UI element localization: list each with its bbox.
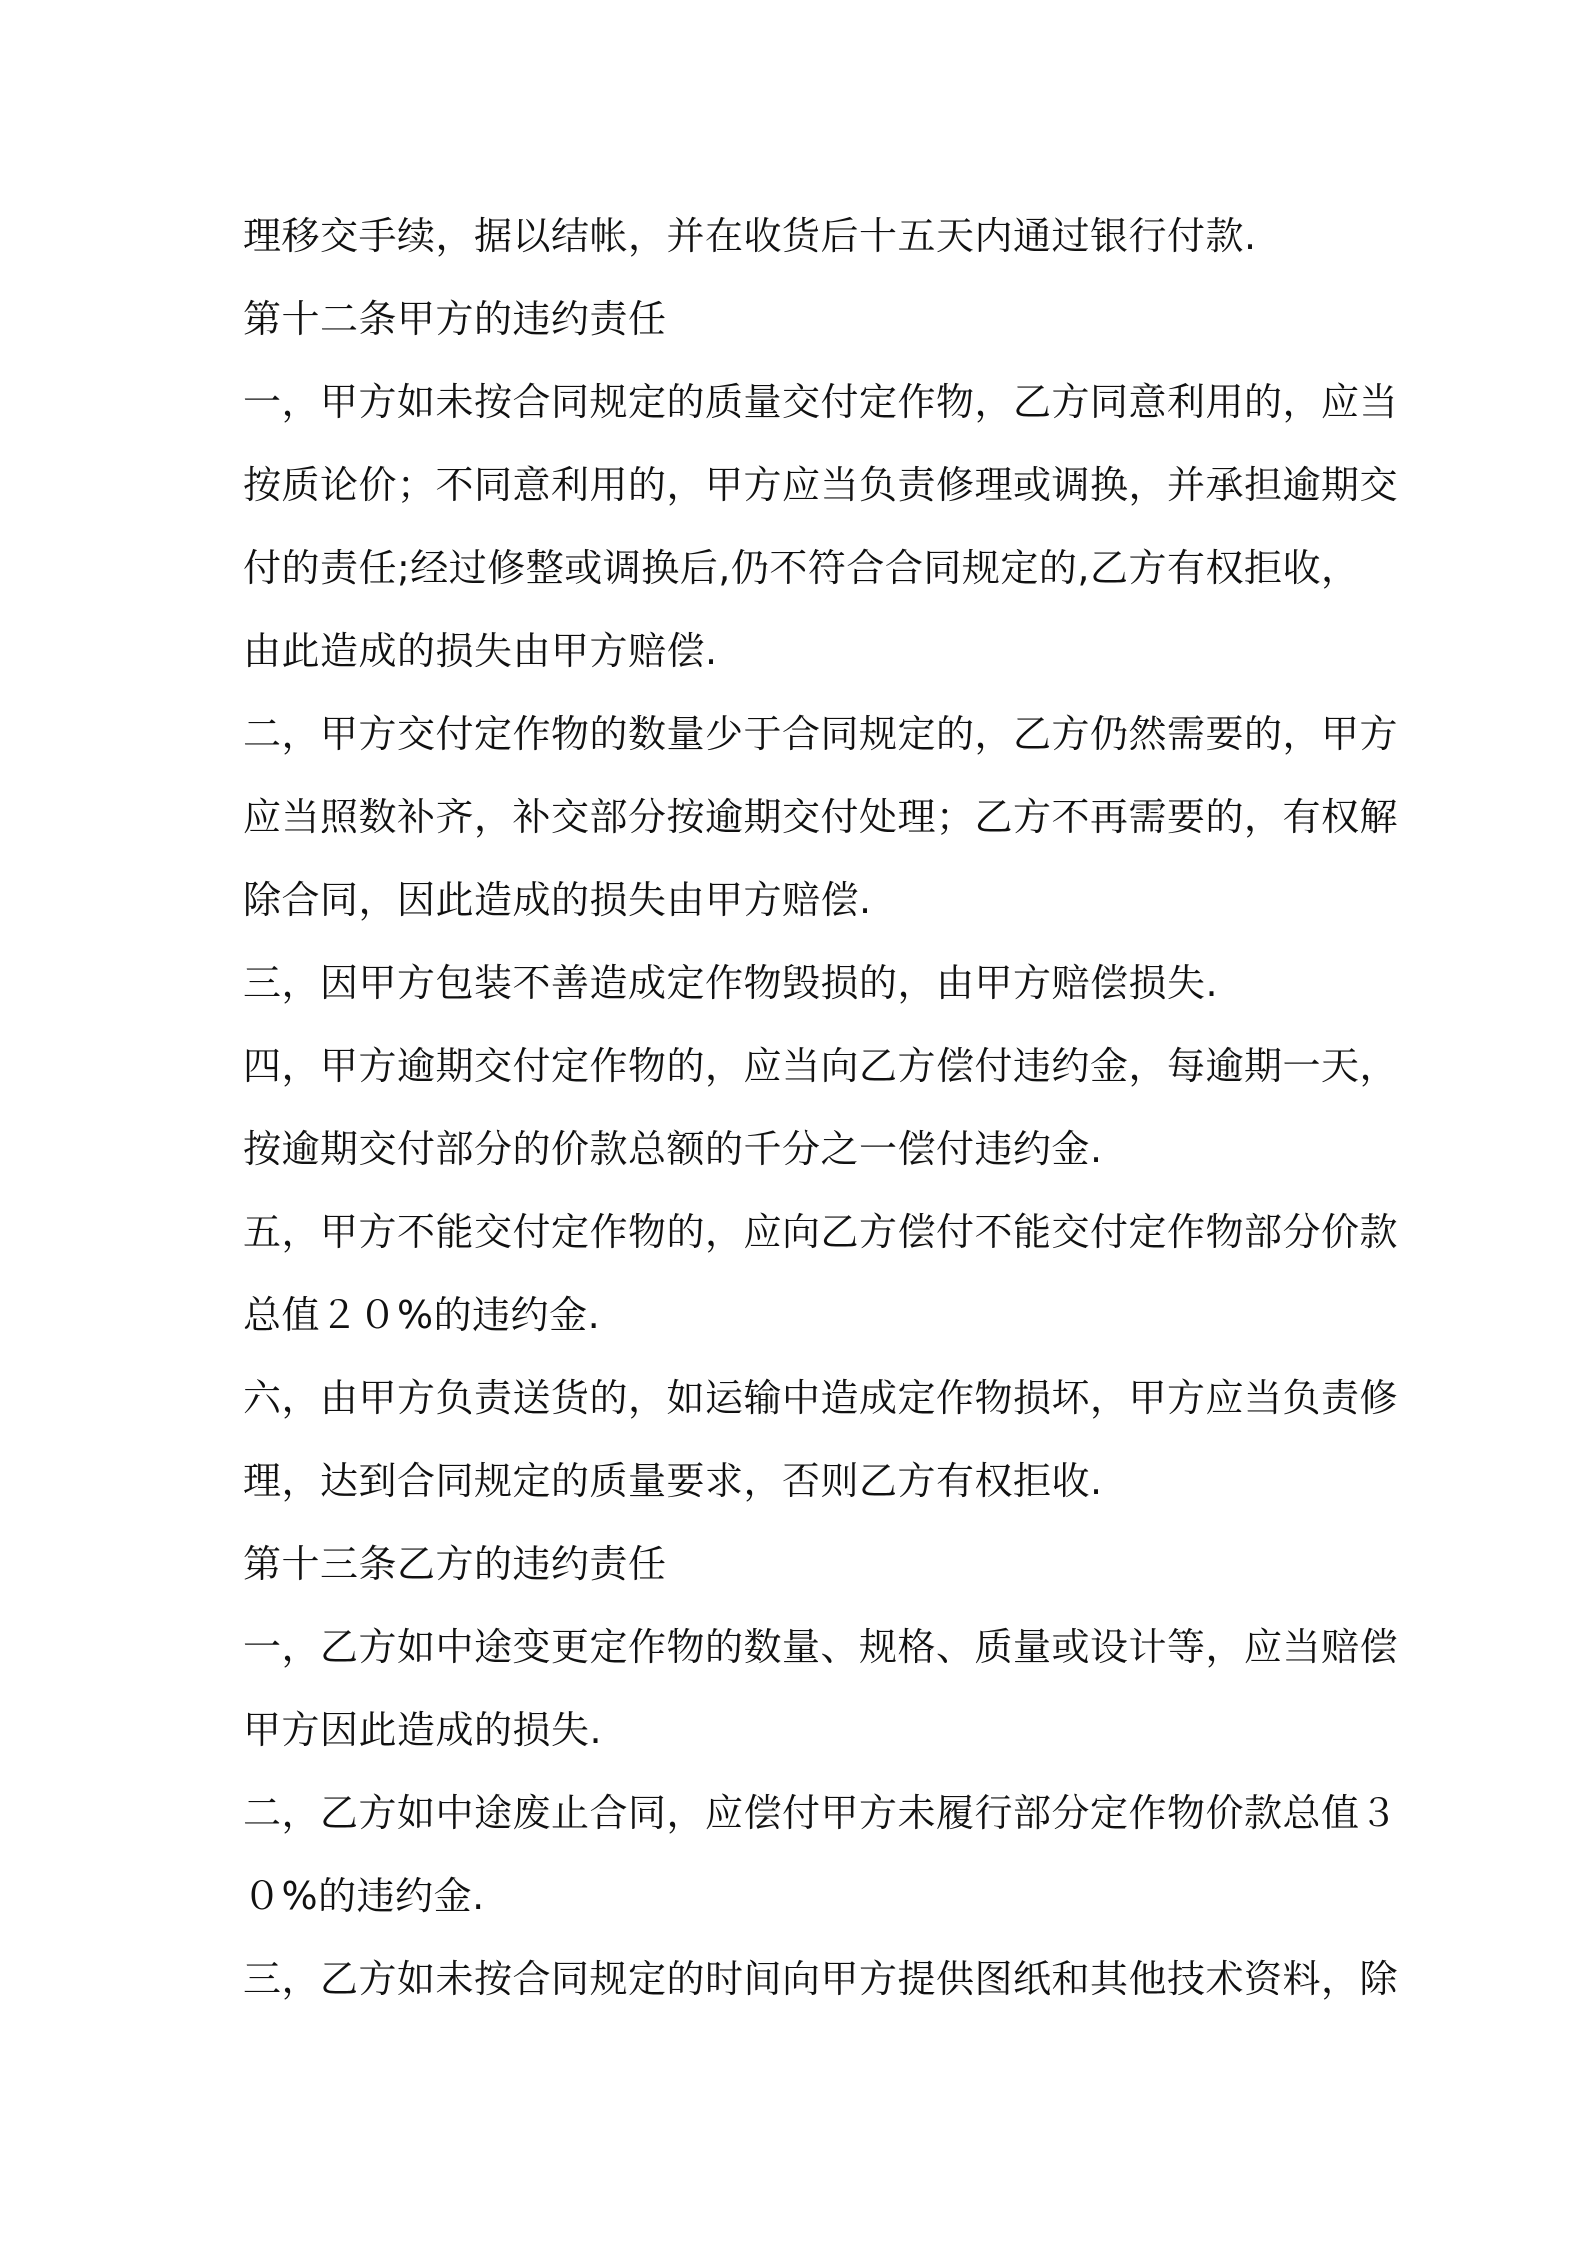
document-line: ０%的违约金. (243, 1874, 485, 1918)
document-line: 一，乙方如中途变更定作物的数量、规格、质量或设计等，应当赔偿 (243, 1625, 1399, 1669)
document-line: 理，达到合同规定的质量要求，否则乙方有权拒收. (243, 1459, 1103, 1503)
document-line: 总值２０%的违约金. (243, 1293, 601, 1337)
document-line: 五，甲方不能交付定作物的，应向乙方偿付不能交付定作物部分价款 (243, 1210, 1399, 1254)
document-line: 第十三条乙方的违约责任 (243, 1542, 667, 1586)
document-line: 一，甲方如未按合同规定的质量交付定作物，乙方同意利用的，应当 (243, 380, 1399, 424)
document-line: 第十二条甲方的违约责任 (243, 297, 667, 341)
document-line: 二，乙方如中途废止合同，应偿付甲方未履行部分定作物价款总值３ (243, 1791, 1399, 1835)
document-line: 六，由甲方负责送货的，如运输中造成定作物损坏，甲方应当负责修 (243, 1376, 1399, 1420)
document-line: 除合同，因此造成的损失由甲方赔偿. (243, 878, 872, 922)
document-line: 甲方因此造成的损失. (243, 1708, 603, 1752)
document-line: 按质论价；不同意利用的，甲方应当负责修理或调换，并承担逾期交 (243, 463, 1399, 507)
document-line: 二，甲方交付定作物的数量少于合同规定的，乙方仍然需要的，甲方 (243, 712, 1399, 756)
document-line: 应当照数补齐，补交部分按逾期交付处理；乙方不再需要的，有权解 (243, 795, 1399, 839)
document-line: 理移交手续，据以结帐，并在收货后十五天内通过银行付款. (243, 214, 1257, 258)
document-line: 由此造成的损失由甲方赔偿. (243, 629, 718, 673)
document-line: 四，甲方逾期交付定作物的，应当向乙方偿付违约金，每逾期一天， (243, 1044, 1399, 1088)
document-line: 三，乙方如未按合同规定的时间向甲方提供图纸和其他技术资料，除 (243, 1957, 1399, 2001)
document-line: 付的责任;经过修整或调换后,仍不符合合同规定的,乙方有权拒收， (243, 546, 1360, 590)
document-line: 三，因甲方包装不善造成定作物毁损的，由甲方赔偿损失. (243, 961, 1219, 1005)
document-body (243, 195, 1399, 2021)
document-line: 按逾期交付部分的价款总额的千分之一偿付违约金. (243, 1127, 1103, 1171)
